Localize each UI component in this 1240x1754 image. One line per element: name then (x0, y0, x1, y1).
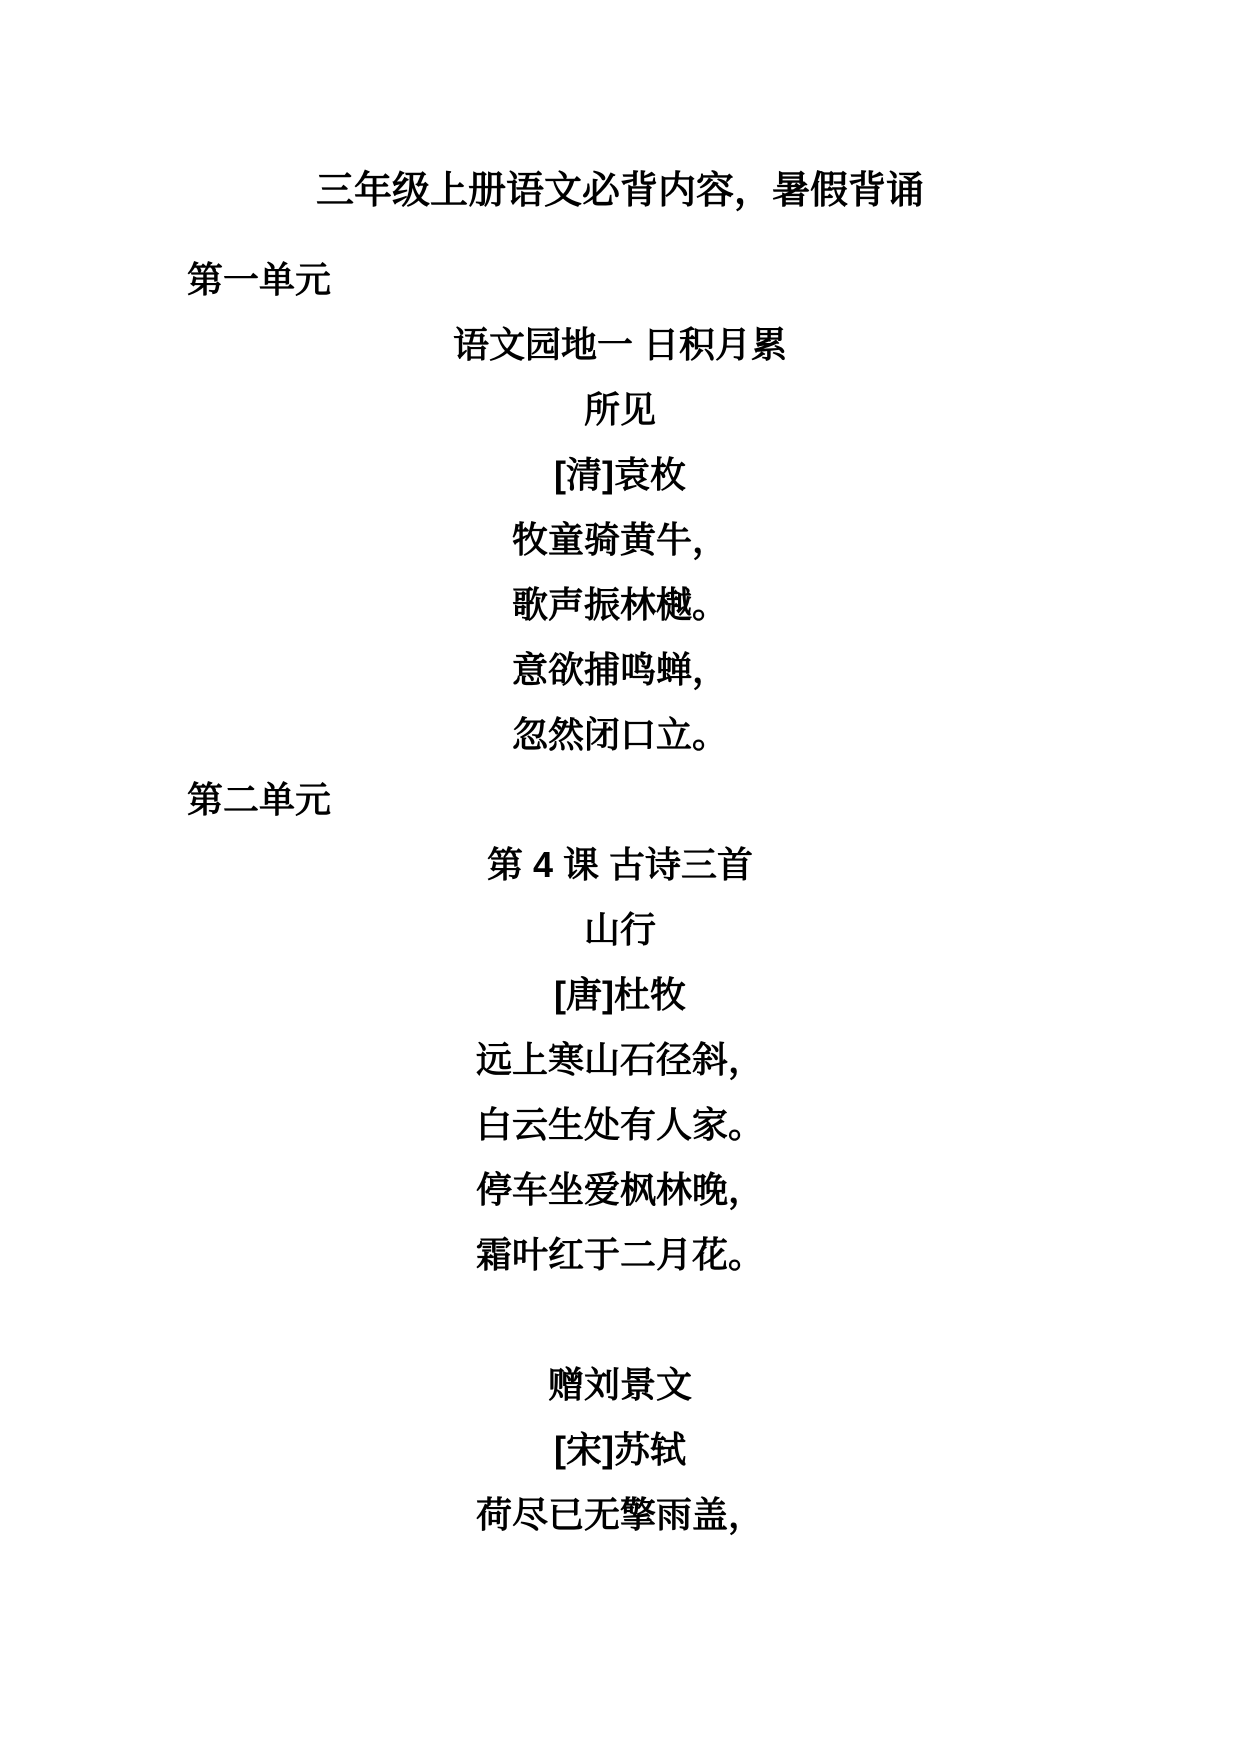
poem-suojian-line: 忽然闭口立。 (511, 714, 728, 755)
poem-zengliujingwen-author: [宋]苏轼 (554, 1429, 686, 1470)
poem-suojian-line: 意欲捕鸣蝉， (511, 649, 728, 690)
poem-shanxing-title: 山行 (583, 909, 656, 950)
unit-2-lesson-title: 第 4 课 古诗三首 (486, 844, 754, 885)
document-title: 三年级上册语文必背内容，暑假背诵 (315, 170, 924, 212)
unit-2-heading: 第二单元 (187, 779, 332, 820)
poem-suojian-author: [清]袁枚 (554, 454, 686, 495)
poem-shanxing-line: 霜叶红于二月花。 (475, 1234, 764, 1275)
poem-suojian-title: 所见 (583, 389, 656, 430)
poem-zengliujingwen-line: 荷尽已无擎雨盖， (475, 1494, 764, 1535)
poem-shanxing-line: 停车坐爱枫林晚， (475, 1169, 764, 1210)
poem-suojian-line: 牧童骑黄牛， (511, 519, 728, 560)
poem-zengliujingwen-title: 赠刘景文 (547, 1364, 692, 1405)
blank-line (187, 1287, 1053, 1352)
unit-1-heading: 第一单元 (187, 259, 332, 300)
poem-shanxing-author: [唐]杜牧 (554, 974, 686, 1015)
poem-shanxing-line: 白云生处有人家。 (475, 1104, 764, 1145)
unit-1-collection-title: 语文园地一 日积月累 (452, 324, 787, 365)
poem-shanxing-line: 远上寒山石径斜， (475, 1039, 764, 1080)
poem-suojian-line: 歌声振林樾。 (511, 584, 728, 625)
